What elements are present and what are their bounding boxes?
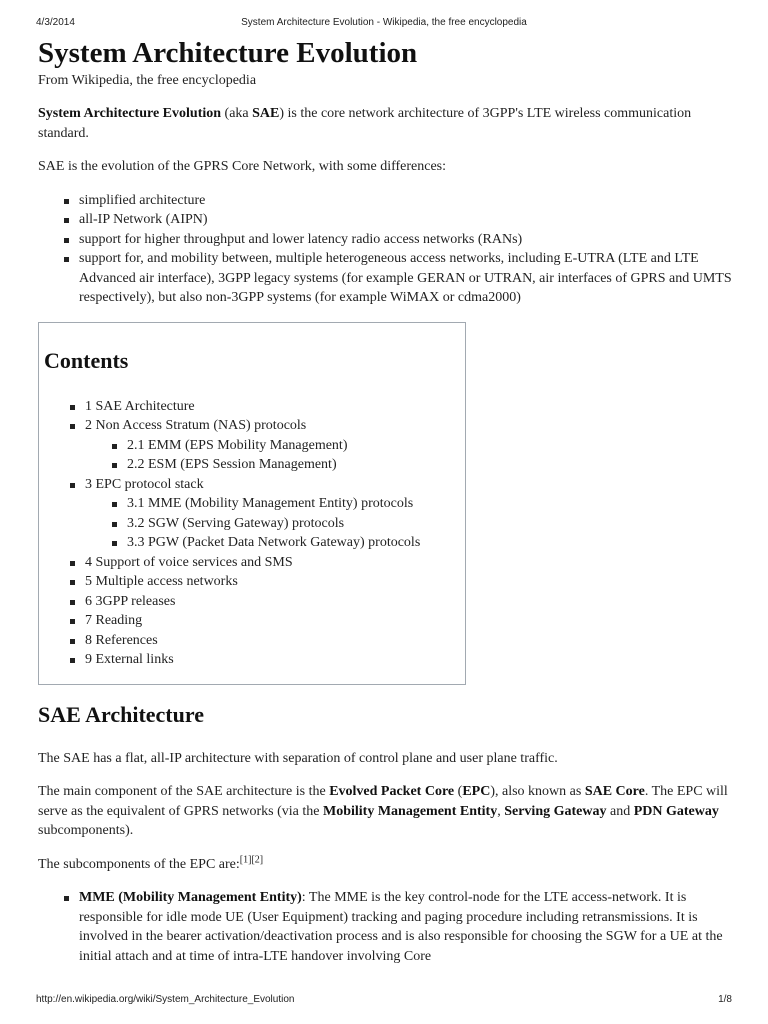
toc-link-external-links[interactable]: 9 External links [44,650,460,670]
print-page-title: System Architecture Evolution - Wikipedia, the free encyclopedia [241,17,527,28]
list-item [79,888,738,966]
toc-link-mme-protocols[interactable]: 3.1 MME (Mobility Management Entity) protocols [44,494,460,514]
toc-list [44,397,460,670]
bold-term: Mobility Management Entity [323,803,498,819]
print-page-number: 1/8 [718,994,732,1005]
list-item: support for, and mobility between, multiple heterogeneous access networks, including E-UTRA (LTE and LTE Advanced air interface), 3GPP legacy systems (for example GERAN or UTRAN, air interfaces of GPRS and UMTS respectively), but also non-3GPP systems (for example WiMAX or cdma2000) [79,249,738,308]
article-content [38,34,738,980]
page-title: System Architecture Evolution [38,37,418,69]
bold-term: Serving Gateway [504,803,607,819]
toc-link-reading[interactable]: 7 Reading [44,611,460,631]
toc-link-emm[interactable]: 2.1 EMM (EPS Mobility Management) [44,436,460,456]
intro-paragraph [38,104,738,143]
toc-link-sae-architecture[interactable]: 1 SAE Architecture [44,397,460,417]
component-description: : The MME is the key control-node for the LTE access-network. It is responsible for idle mode UE (User Equipment) tracking and paging procedure including retransmissions. It is involved in the bearer activation/deactivation process and is also responsible for choosing the SGW for a UE at the initial attach and at time of intra-LTE handover involving Core [79,890,723,964]
text-run: , [497,803,505,819]
toc-link-epc-protocol-stack[interactable]: 3 EPC protocol stack [44,475,460,495]
text-run: ( [454,784,463,799]
text-run: and [606,803,634,819]
section-heading-sae-architecture: SAE Architecture [38,701,204,727]
sae-paragraph-1: The SAE has a flat, all-IP architecture with separation of control plane and user plane traffic. [38,750,558,766]
text-run: . The EPC will serve as the equivalent of GPRS networks (via the [38,784,728,819]
reference-link-1[interactable]: [1] [239,853,252,865]
list-item: all-IP Network (AIPN) [79,210,738,230]
sae-paragraph-3 [38,855,738,875]
table-of-contents [38,322,466,685]
differences-intro: SAE is the evolution of the GPRS Core Network, with some differences: [38,159,447,174]
intro-bold-term: System Architecture Evolution [38,106,222,121]
differences-list [38,191,738,308]
epc-components-list [38,888,738,966]
text-run: ), also known as [490,784,585,799]
intro-text-2: ) is the core network architecture of 3GPP's LTE wireless communication standard. [38,106,692,141]
intro-aka-term: SAE [252,106,280,121]
text-run: The main component of the SAE architecture is the [38,784,330,799]
list-item: support for higher throughput and lower latency radio access networks (RANs) [79,230,738,250]
print-date: 4/3/2014 [36,17,75,28]
intro-text-1: (aka [221,106,253,121]
component-term: MME (Mobility Management Entity) [79,890,302,905]
text-run: subcomponents). [38,823,134,838]
toc-link-references[interactable]: 8 References [44,631,460,651]
print-header [0,17,768,31]
list-item: simplified architecture [79,191,738,211]
toc-link-sgw-protocols[interactable]: 3.2 SGW (Serving Gateway) protocols [44,514,460,534]
toc-link-nas-protocols[interactable]: 2 Non Access Stratum (NAS) protocols [44,416,460,436]
print-url: http://en.wikipedia.org/wiki/System_Architecture_Evolution [36,994,295,1005]
bold-term: Evolved Packet Core [329,784,455,799]
sae-paragraph-2 [38,782,738,841]
text-run: The subcomponents of the EPC are: [38,856,240,872]
toc-heading: Contents [44,347,129,373]
toc-link-esm[interactable]: 2.2 ESM (EPS Session Management) [44,455,460,475]
page-subtitle: From Wikipedia, the free encyclopedia [38,73,257,88]
toc-link-multiple-access[interactable]: 5 Multiple access networks [44,572,460,592]
toc-link-pgw-protocols[interactable]: 3.3 PGW (Packet Data Network Gateway) protocols [44,533,460,553]
print-footer [0,994,768,1008]
bold-term: PDN Gateway [633,803,719,819]
bold-term: EPC [462,784,491,799]
bold-term: SAE Core [584,784,645,799]
reference-link-2[interactable]: [2] [251,853,264,865]
toc-link-voice-sms[interactable]: 4 Support of voice services and SMS [44,553,460,573]
toc-link-3gpp-releases[interactable]: 6 3GPP releases [44,592,460,612]
